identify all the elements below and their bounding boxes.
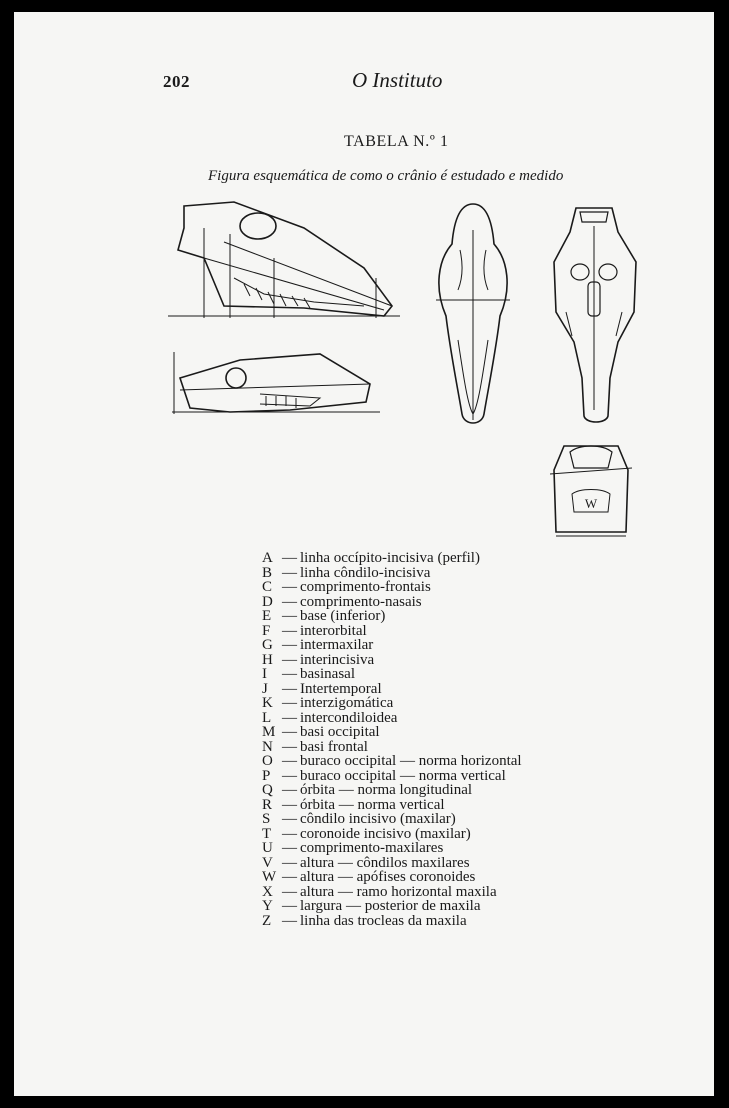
legend-text: altura — côndilos maxilares (300, 854, 470, 871)
legend-dash: — (282, 579, 297, 595)
legend-item-p (262, 769, 522, 784)
legend-letter: H (262, 651, 273, 668)
legend-dash: — (282, 724, 297, 740)
legend-letter: T (262, 825, 272, 842)
legend-item-n (262, 740, 522, 755)
legend-item-c (262, 580, 522, 595)
legend-list (262, 551, 522, 928)
legend-text: buraco occipital — norma horizontal (300, 753, 522, 769)
legend-item-g (262, 638, 522, 653)
legend-dash: — (282, 593, 297, 610)
legend-letter: I (262, 666, 267, 682)
legend-text: interorbital (300, 622, 367, 639)
legend-text: órbita — norma vertical (300, 796, 445, 813)
legend-letter: X (262, 883, 273, 900)
legend-dash: — (282, 680, 297, 697)
legend-text: coronoide incisivo (maxilar) (300, 825, 471, 842)
legend-dash: — (282, 738, 297, 755)
legend-text: comprimento-maxilares (300, 840, 444, 856)
legend-letter: S (262, 811, 271, 827)
legend-dash: — (282, 622, 297, 639)
legend-dash: — (282, 637, 297, 653)
legend-item-o (262, 754, 522, 769)
legend-item-f (262, 624, 522, 639)
legend-text: basinasal (300, 666, 355, 682)
legend-item-y (262, 899, 522, 914)
inscription-letter: W (584, 496, 598, 511)
legend-dash: — (282, 869, 297, 885)
legend-letter: K (262, 695, 273, 711)
page-number: 202 (163, 72, 190, 91)
legend-letter: M (262, 724, 276, 740)
table-title: TABELA N.º 1 (344, 133, 449, 150)
legend-item-r (262, 798, 522, 813)
legend-letter: Y (262, 898, 273, 914)
legend-dash: — (282, 666, 297, 682)
legend-text: basi occipital (300, 724, 380, 740)
skull-posterior-view (550, 442, 632, 542)
legend-text: Intertemporal (300, 680, 382, 697)
legend-text: largura — posterior de maxila (300, 898, 481, 914)
legend-item-t (262, 827, 522, 842)
legend-letter: D (262, 593, 273, 610)
legend-item-b (262, 566, 522, 581)
legend-dash: — (282, 912, 297, 929)
legend-dash: — (282, 854, 297, 871)
legend-dash: — (282, 709, 297, 726)
legend-dash: — (282, 753, 297, 769)
skull-dorsal-view (428, 200, 518, 434)
running-title: O Instituto (352, 68, 443, 92)
legend-letter: E (262, 608, 272, 624)
legend-letter: B (262, 564, 273, 581)
legend-dash: — (282, 782, 297, 798)
figure-caption: Figura esquemática de como o crânio é estudado e medido (208, 168, 564, 184)
skull-small-lateral-view (170, 350, 390, 420)
legend-text: linha côndilo-incisiva (300, 564, 431, 581)
legend-dash: — (282, 550, 297, 566)
legend-text: intermaxilar (300, 637, 374, 653)
legend-dash: — (282, 564, 297, 581)
legend-item-s (262, 812, 522, 827)
legend-text: altura — apófises coronoides (300, 869, 476, 885)
scanned-page (14, 12, 714, 1096)
legend-letter: N (262, 738, 273, 755)
legend-dash: — (282, 811, 297, 827)
legend-item-z (262, 914, 522, 929)
legend-text: linha das trocleas da maxila (300, 912, 467, 929)
legend-item-d (262, 595, 522, 610)
legend-text: altura — ramo horizontal maxila (300, 883, 497, 900)
legend-letter: J (262, 680, 268, 697)
legend-text: comprimento-nasais (300, 593, 422, 610)
legend-item-h (262, 653, 522, 668)
legend-item-q (262, 783, 522, 798)
legend-text: órbita — norma longitudinal (300, 782, 473, 798)
legend-letter: U (262, 840, 273, 856)
legend-item-a (262, 551, 522, 566)
skull-lateral-view (164, 198, 404, 322)
legend-letter: V (262, 854, 273, 871)
legend-item-l (262, 711, 522, 726)
legend-letter: G (262, 637, 273, 653)
legend-text: base (inferior) (300, 608, 386, 624)
legend-dash: — (282, 825, 297, 842)
legend-item-e (262, 609, 522, 624)
legend-dash: — (282, 796, 297, 813)
legend-letter: P (262, 767, 271, 784)
legend-letter: W (262, 869, 277, 885)
legend-item-i (262, 667, 522, 682)
legend-item-m (262, 725, 522, 740)
legend-dash: — (282, 883, 297, 900)
legend-text: interzigomática (300, 695, 394, 711)
legend-letter: O (262, 753, 273, 769)
legend-text: comprimento-frontais (300, 579, 431, 595)
legend-dash: — (282, 651, 297, 668)
legend-letter: L (262, 709, 272, 726)
legend-item-k (262, 696, 522, 711)
legend-letter: F (262, 622, 271, 639)
legend-item-v (262, 856, 522, 871)
legend-text: linha occípito-incisiva (perfil) (300, 550, 480, 566)
legend-letter: C (262, 579, 273, 595)
legend-text: basi frontal (300, 738, 368, 755)
legend-dash: — (282, 898, 297, 914)
legend-item-j (262, 682, 522, 697)
legend-text: interincisiva (300, 651, 375, 668)
legend-item-x (262, 885, 522, 900)
skull-ventral-view (546, 202, 642, 428)
legend-item-u (262, 841, 522, 856)
legend-letter: Z (262, 912, 272, 929)
legend-dash: — (282, 767, 297, 784)
legend-dash: — (282, 840, 297, 856)
legend-text: buraco occipital — norma vertical (300, 767, 506, 784)
legend-text: intercondiloidea (300, 709, 398, 726)
legend-letter: Q (262, 782, 273, 798)
legend-dash: — (282, 695, 297, 711)
legend-letter: A (262, 550, 273, 566)
legend-letter: R (262, 796, 273, 813)
legend-text: côndilo incisivo (maxilar) (300, 811, 456, 827)
legend-dash: — (282, 608, 297, 624)
legend-item-w (262, 870, 522, 885)
